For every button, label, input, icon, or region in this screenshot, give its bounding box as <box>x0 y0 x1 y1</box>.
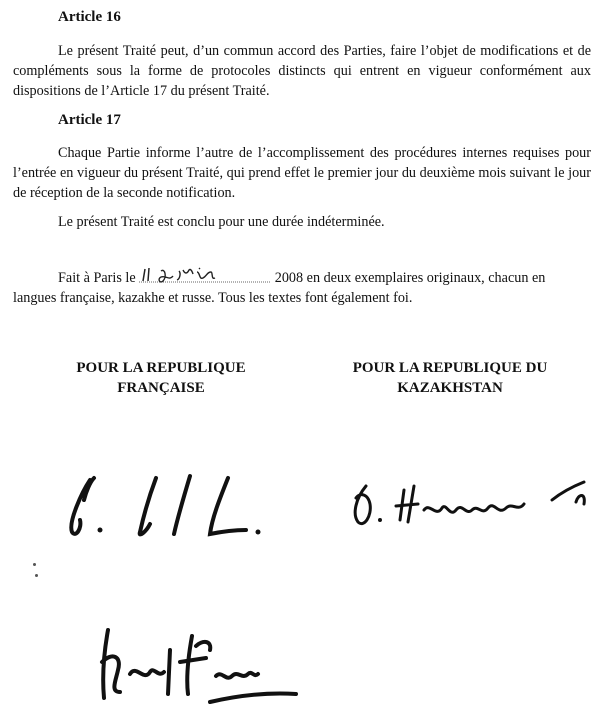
signing-statement <box>13 265 591 308</box>
signatory-france <box>52 358 270 398</box>
signature-third <box>96 622 306 712</box>
signatory-france-line1: POUR LA REPUBLIQUE <box>76 360 246 376</box>
article-17-heading: Article 17 <box>58 112 121 128</box>
signature-kazakhstan <box>348 476 590 536</box>
duration-text <box>13 212 591 232</box>
article-17-body: Chaque Partie informe l’autre de l’accomplissement des procédures internes requises pour l’entrée en vigueur du présent Traité, qui prend effet le premier jour du deuxième mois suivant le jour de réception de la seconde notification. <box>13 145 591 201</box>
scan-speck <box>33 563 36 566</box>
article-16-body: Le présent Traité peut, d’un commun accord des Parties, faire l’objet de modifications et de compléments sous la forme de protocoles distincts qui entrent en vigueur conformément aux dispositions de l’Article 17 du présent Traité. <box>13 43 591 99</box>
signature-france <box>60 472 270 542</box>
article-17-text <box>13 143 591 203</box>
handwritten-date <box>139 265 271 283</box>
signatory-france-line2: FRANÇAISE <box>117 380 205 396</box>
signatory-kazakhstan-line2: KAZAKHSTAN <box>397 380 503 396</box>
signatory-kazakhstan <box>330 358 570 398</box>
duration-body: Le présent Traité est conclu pour une durée indéterminée. <box>58 214 385 230</box>
signatory-kazakhstan-line1: POUR LA REPUBLIQUE DU <box>352 360 548 376</box>
article-16-heading: Article 16 <box>58 9 121 25</box>
scan-speck <box>35 574 38 577</box>
signing-suffix: 2008 en deux exemplaires originaux, chacun en langues française, kazakhe et russe. Tous les textes font également foi. <box>13 270 546 306</box>
article-16-text <box>13 41 591 101</box>
signing-prefix: Fait à Paris le <box>58 270 136 286</box>
